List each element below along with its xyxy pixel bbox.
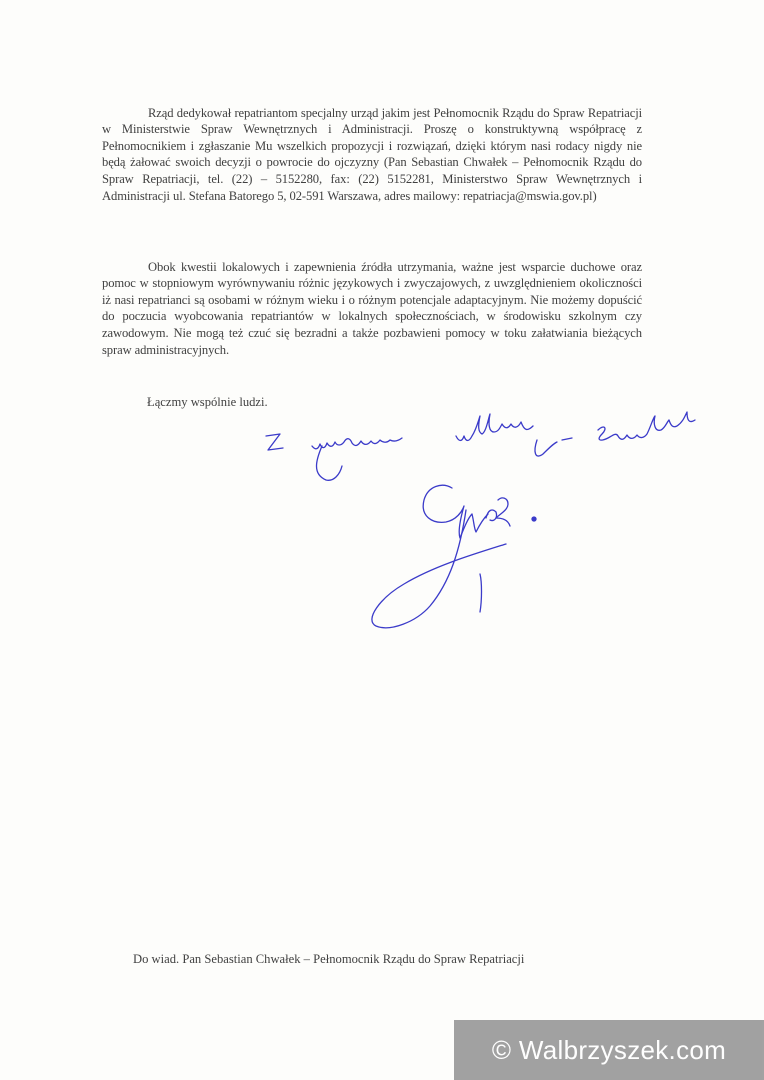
handwriting-stroke xyxy=(598,412,695,440)
handwriting-stroke xyxy=(312,438,402,449)
handwriting-stroke xyxy=(535,440,557,456)
watermark-text: © Walbrzyszek.com xyxy=(491,1034,727,1065)
paragraph-text: Obok kwestii lokalowych i zapewnienia źródła utrzymania, ważne jest wsparcie duchowe oraz pomoc w stopniowym wyrównywaniu różnic językowych i zwyczajowych, z uwzględnieniem okoliczności iż nasi repatrianci są osobami w różnym wieku i o różnym potencjale adaptacyjnym. Nie możemy dopuścić do poczucia wyobcowania repatriantów w lokalnych społecznościach, w środowisku szkolnym czy zawodowym. Nie mogą też czuć się bezradni a także pozbawieni pomocy w toku załatwiania bieżących spraw administracyjnych. xyxy=(102,259,642,357)
signature-stroke xyxy=(423,485,488,538)
watermark xyxy=(454,1020,764,1080)
signature-stroke xyxy=(480,574,482,612)
footer-note: Do wiad. Pan Sebastian Chwałek – Pełnomocnik Rządu do Spraw Repatriacji xyxy=(133,952,525,966)
signature-dot xyxy=(532,517,536,521)
paragraph-text: Rząd dedykował repatriantom specjalny urząd jakim jest Pełnomocnik Rządu do Spraw Repatriacji w Ministerstwie Spraw Wewnętrznych i Administracji. Proszę o konstruktywną współpracę z Pełnomocnikiem i zgłaszanie Mu wszelkich propozycji i rozwiązań, dzięki którym nasi rodacy nigdy nie będą żałować swoich decyzji o powrocie do ojczyzny (Pan Sebastian Chwałek – Pełnomocnik Rządu do Spraw Repatriacji, tel. (22) – 5152280, fax: (22) 5152281, Ministerstwo Spraw Wewnętrznych i Administracji ul. Stefana Batorego 5, 02-591 Warszawa, adres mailowy: repatriacja@mswia.gov.pl) xyxy=(102,105,642,203)
signature-stroke xyxy=(496,498,510,526)
handwriting-stroke xyxy=(317,446,343,480)
handwriting-stroke xyxy=(266,434,283,450)
signature-stroke xyxy=(372,510,506,628)
handwriting-stroke xyxy=(562,438,572,440)
handwriting-stroke xyxy=(456,414,533,441)
closing-line: Łączmy wspólnie ludzi. xyxy=(147,395,268,409)
